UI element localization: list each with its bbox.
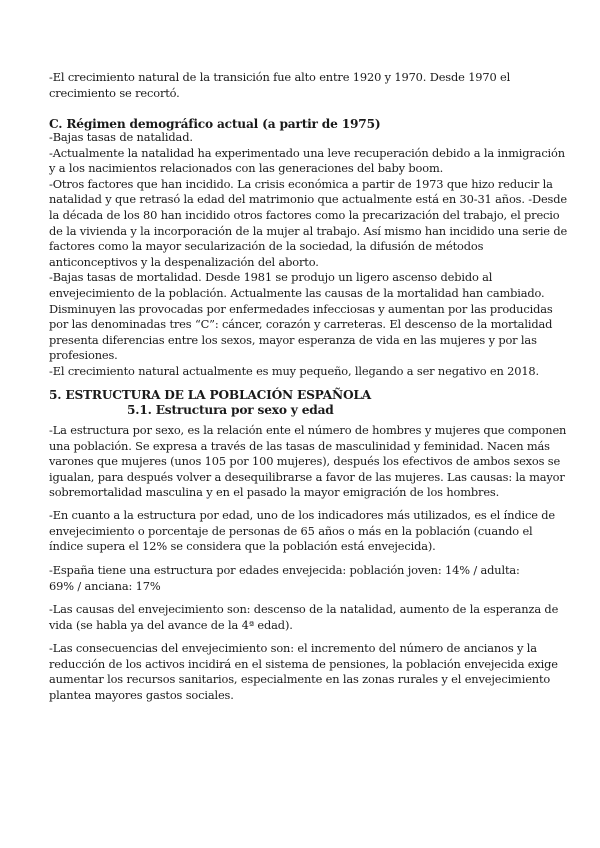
text-line: -Bajas tasas de natalidad.	[49, 130, 193, 144]
text-line: plantea mayores gastos sociales.	[49, 687, 234, 702]
text-line: natalidad y que retrasó la edad del matrimonio que actualmente está en 30-31 años. -Desde	[49, 192, 567, 207]
text-line: -España tiene una estructura por edades envejecida: población joven: 14% / adulta:	[49, 563, 520, 577]
age-distribution-paragraph	[49, 563, 555, 594]
text-line: -Las causas del envejecimiento son: descenso de la natalidad, aumento de la esperanza de	[49, 602, 559, 616]
sex-structure-paragraph	[49, 423, 567, 501]
text-line: una población. Se expresa a través de las tasas de masculinidad y feminidad. Nacen más	[49, 438, 550, 453]
section-c-heading: C. Régimen demográfico actual (a partir de 1975)	[49, 117, 381, 131]
text-line: de la vivienda y la incorporación de la mujer al trabajo. Así mismo han incidido una serie de	[49, 223, 568, 238]
text-line: Disminuyen las provocadas por enfermedades infecciosas y aumentan por las producidas	[49, 301, 553, 316]
text-line: -Otros factores que han incidido. La crisis económica a partir de 1973 que hizo reducir la	[49, 176, 553, 191]
text-line: -En cuanto a la estructura por edad, uno de los indicadores más utilizados, es el índice de	[49, 508, 555, 522]
section-5-1-subheading: 5.1. Estructura por sexo y edad	[127, 403, 334, 417]
text-line: crecimiento se recortó.	[49, 85, 180, 100]
intro-paragraph	[49, 70, 555, 101]
age-structure-paragraph	[49, 508, 555, 555]
text-line: varones que mujeres (unos 105 por 100 mujeres), después los efectivos de ambos sexos se	[49, 454, 561, 469]
section-c-paragraph	[49, 130, 568, 380]
text-line: sobremortalidad masculina y en el pasado la mayor emigración de los hombres.	[49, 485, 500, 500]
aging-causes-paragraph	[49, 602, 559, 633]
text-line: anticonceptivos y la despenalización del aborto.	[49, 254, 319, 269]
text-line: factores como la mayor secularización de la sociedad, la difusión de métodos	[49, 239, 484, 254]
text-line: índice supera el 12% se considera que la población está envejecida).	[49, 539, 436, 554]
text-line: igualan, para después volver a desequilibrarse a favor de las mujeres. Las causas: la mayor	[49, 469, 565, 484]
text-line: -El crecimiento natural de la transición fue alto entre 1920 y 1970. Desde 1970 el	[49, 70, 511, 84]
text-line: -El crecimiento natural actualmente es muy pequeño, llegando a ser negativo en 2018.	[49, 363, 539, 378]
aging-consequences-paragraph	[49, 641, 558, 703]
text-line: aumentar los recursos sanitarios, especialmente en las zonas rurales y el envejecimiento	[49, 672, 551, 687]
text-line: por las denominadas tres “C”: cáncer, corazón y carreteras. El descenso de la mortalidad	[49, 317, 553, 332]
text-line: reducción de los activos incidirá en el sistema de pensiones, la población envejecida exige	[49, 656, 558, 671]
section-5-heading: 5. ESTRUCTURA DE LA POBLACIÓN ESPAÑOLA	[49, 388, 371, 402]
text-line: profesiones.	[49, 348, 118, 363]
text-line: 69% / anciana: 17%	[49, 578, 161, 593]
text-line: presenta diferencias entre los sexos, mayor esperanza de vida en las mujeres y por las	[49, 332, 537, 347]
text-line: -Bajas tasas de mortalidad. Desde 1981 se produjo un ligero ascenso debido al	[49, 270, 493, 285]
text-line: y a los nacimientos relacionados con las generaciones del baby boom.	[49, 161, 444, 176]
text-line: vida (se habla ya del avance de la 4ª edad).	[49, 617, 293, 632]
text-line: -Las consecuencias del envejecimiento son: el incremento del número de ancianos y la	[49, 641, 537, 655]
text-line: envejecimiento o porcentaje de personas de 65 años o más en la población (cuando el	[49, 523, 533, 538]
text-line: la década de los 80 han incidido otros factores como la precarización del trabajo, el precio	[49, 207, 560, 222]
text-line: -La estructura por sexo, es la relación ente el número de hombres y mujeres que componen	[49, 423, 567, 437]
text-line: -Actualmente la natalidad ha experimentado una leve recuperación debido a la inmigración	[49, 145, 565, 160]
text-line: envejecimiento de la población. Actualmente las causas de la mortalidad han cambiado.	[49, 285, 545, 300]
